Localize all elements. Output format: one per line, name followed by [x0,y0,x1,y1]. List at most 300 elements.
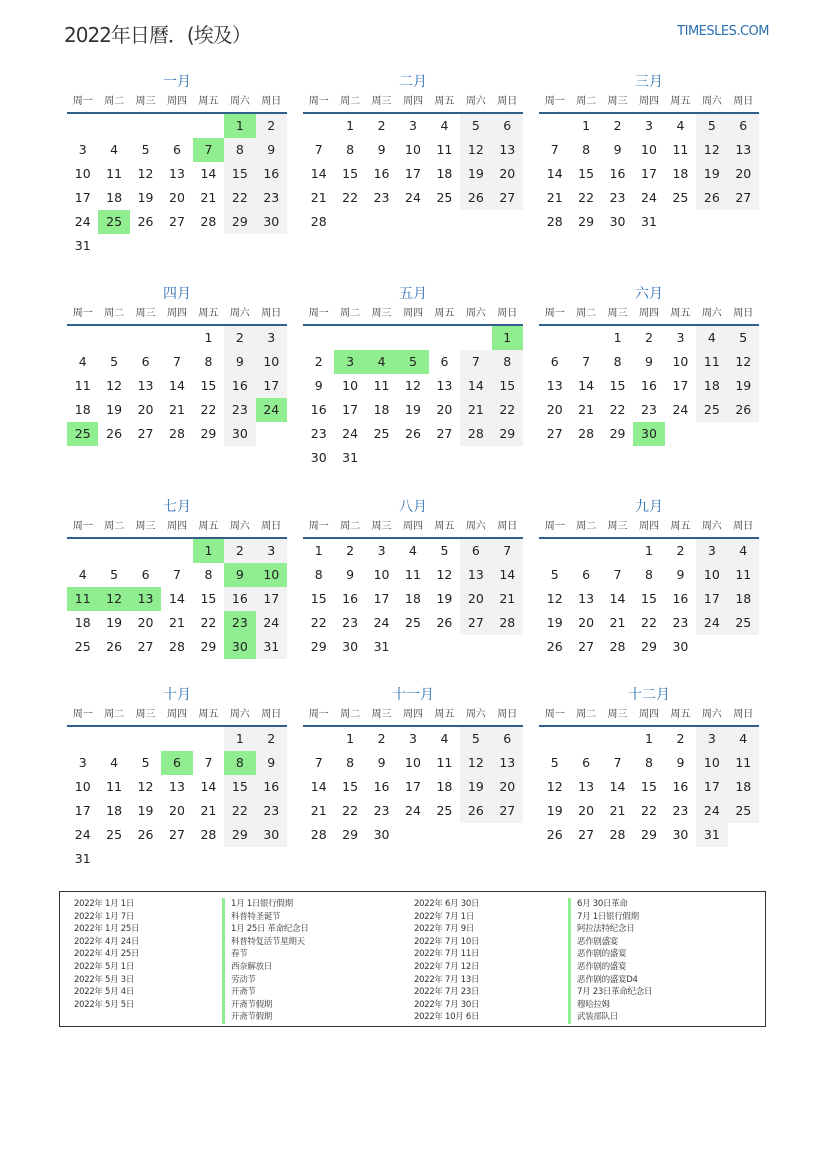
day-cell: 31 [74,238,91,253]
day-cell: 17 [256,587,287,611]
weekday-label: 周五 [670,96,691,107]
weekday-label: 周四 [638,521,659,532]
empty-cell [161,114,192,138]
day-cell: 30 [609,214,626,229]
day-cell: 8 [346,142,355,157]
day-cell: 14 [310,166,327,181]
day-cell: 14 [546,166,563,181]
day-cell: 6 [728,114,759,138]
day-cell: 13 [492,138,523,162]
day-cell: 25 [728,611,759,635]
empty-cell [130,539,161,563]
weekday-label: 周一 [308,308,329,319]
day-cell: 23 [310,426,327,441]
empty-cell [334,326,365,350]
day-cell: 30 [256,823,287,847]
day-cell: 4 [78,354,87,369]
weekday-header [539,705,759,727]
day-cell: 12 [405,378,421,393]
weekday-label: 周六 [465,709,486,720]
month-12 [539,685,759,847]
day-cell: 27 [460,611,491,635]
day-cell: 12 [436,567,453,582]
day-cell: 27 [436,426,453,441]
day-cell: 23 [256,186,287,210]
day-cell: 4 [409,543,417,558]
day-cell: 25 [436,803,453,818]
empty-cell [303,727,334,751]
month-2 [303,72,523,234]
legend-holiday-name: 恶作剧的盛宴D4 [568,974,652,987]
day-grid [67,539,287,659]
day-cell: 4 [110,755,119,770]
empty-cell [303,114,334,138]
day-cell: 24 [256,611,287,635]
day-cell: 6 [440,354,449,369]
day-cell: 17 [405,166,421,181]
weekday-label: 周五 [670,709,691,720]
day-cell: 2 [377,731,386,746]
day-cell: 6 [173,142,181,157]
day-cell: 22 [492,398,523,422]
day-cell: 18 [106,190,123,205]
day-cell: 6 [492,114,523,138]
day-cell: 16 [609,166,626,181]
day-cell: 1 [346,118,355,133]
day-cell: 17 [641,166,657,181]
day-cell: 5 [460,727,491,751]
day-cell: 1 [613,330,622,345]
day-cell: 21 [169,615,185,630]
holiday-day-cell: 9 [224,563,255,587]
day-cell: 18 [728,587,759,611]
day-cell: 17 [672,378,689,393]
day-cell: 3 [256,326,287,350]
weekday-label: 周日 [261,521,282,532]
day-cell: 5 [550,755,559,770]
day-cell: 2 [377,118,386,133]
day-cell: 10 [641,142,657,157]
empty-cell [570,539,601,563]
month-5 [303,284,523,470]
day-cell: 2 [676,543,685,558]
day-cell: 11 [436,755,453,770]
day-cell: 27 [578,827,595,842]
weekday-label: 周一 [72,521,93,532]
day-cell: 29 [578,214,595,229]
legend-date: 2022年 7月 1日 [414,911,475,922]
weekday-label: 周五 [434,521,455,532]
weekday-header [67,92,287,114]
day-cell: 13 [460,563,491,587]
day-cell: 1 [314,543,323,558]
day-cell: 23 [256,799,287,823]
holiday-day-cell: 23 [224,611,255,635]
day-cell: 27 [169,214,185,229]
day-grid [67,326,287,446]
day-cell: 25 [106,827,123,842]
day-cell: 2 [314,354,323,369]
legend-date: 2022年 5月 4日 [74,987,135,998]
weekday-label: 周六 [701,709,722,720]
day-cell: 12 [460,138,491,162]
day-cell: 6 [492,727,523,751]
weekday-label: 周四 [166,521,187,532]
weekday-label: 周日 [497,521,518,532]
day-cell: 5 [696,114,727,138]
day-cell: 31 [373,639,390,654]
day-cell: 18 [436,166,453,181]
day-cell: 9 [256,751,287,775]
day-cell: 18 [106,803,123,818]
empty-cell [67,114,98,138]
day-cell: 26 [728,398,759,422]
weekday-header [303,92,523,114]
day-cell: 30 [672,639,689,654]
legend-date: 2022年 7月 23日 [414,987,480,998]
day-cell: 11 [106,166,123,181]
day-cell: 23 [373,190,390,205]
day-cell: 31 [74,851,91,866]
month-name: 一月 [163,74,191,90]
weekday-header [539,304,759,326]
empty-cell [539,727,570,751]
day-cell: 7 [582,354,591,369]
day-cell: 16 [310,402,327,417]
day-cell: 22 [200,402,217,417]
day-cell: 6 [460,539,491,563]
day-cell: 5 [550,567,559,582]
weekday-label: 周一 [72,308,93,319]
legend-left-dates [74,898,139,1011]
day-cell: 2 [613,118,622,133]
day-cell: 20 [436,402,453,417]
legend-date: 2022年 7月 10日 [414,936,480,947]
weekday-label: 周六 [465,308,486,319]
day-cell: 25 [728,799,759,823]
legend-date: 2022年 7月 30日 [414,999,480,1010]
day-cell: 15 [492,374,523,398]
holiday-day-cell: 30 [633,422,664,446]
day-cell: 23 [672,615,689,630]
month-4 [67,284,287,446]
day-cell: 14 [310,779,327,794]
weekday-label: 周四 [638,96,659,107]
weekday-label: 周四 [166,308,187,319]
day-cell: 20 [169,803,185,818]
day-cell: 29 [200,426,217,441]
day-cell: 8 [645,755,653,770]
weekday-label: 周六 [229,709,250,720]
day-cell: 26 [137,214,154,229]
day-cell: 28 [609,639,626,654]
holiday-day-cell: 6 [161,751,192,775]
day-cell: 2 [224,539,255,563]
day-cell: 5 [460,114,491,138]
day-cell: 13 [728,138,759,162]
day-cell: 15 [342,779,359,794]
day-cell: 10 [405,142,421,157]
day-cell: 29 [310,639,327,654]
day-cell: 19 [137,803,154,818]
day-cell: 15 [310,591,327,606]
weekday-header [303,705,523,727]
day-cell: 19 [405,402,421,417]
day-cell: 16 [373,779,390,794]
day-cell: 3 [696,727,727,751]
empty-cell [602,539,633,563]
weekday-label: 周二 [576,709,597,720]
day-cell: 22 [224,186,255,210]
day-cell: 28 [546,214,563,229]
day-cell: 9 [224,350,255,374]
weekday-label: 周六 [229,521,250,532]
weekday-label: 周四 [402,308,423,319]
day-cell: 10 [405,755,421,770]
day-cell: 14 [492,563,523,587]
day-cell: 14 [460,374,491,398]
weekday-label: 周二 [104,521,125,532]
day-cell: 21 [546,190,563,205]
empty-cell [397,326,428,350]
day-cell: 4 [728,539,759,563]
legend-holiday-name: 阿拉法特纪念日 [568,923,652,936]
day-cell: 3 [78,755,87,770]
month-7 [67,497,287,659]
day-cell: 30 [256,210,287,234]
weekday-label: 周三 [607,308,628,319]
day-grid [539,539,759,659]
day-cell: 31 [256,635,287,659]
month-8 [303,497,523,659]
weekday-label: 周二 [576,521,597,532]
day-cell: 15 [200,591,217,606]
day-cell: 28 [200,827,217,842]
legend-holiday-name: 穆哈拉姆 [568,999,652,1012]
day-cell: 19 [137,190,154,205]
day-cell: 25 [74,639,91,654]
weekday-label: 周五 [670,521,691,532]
day-cell: 26 [106,426,123,441]
day-cell: 27 [137,426,154,441]
day-cell: 22 [578,190,595,205]
day-cell: 21 [200,803,217,818]
weekday-label: 周四 [166,96,187,107]
day-cell: 14 [169,378,185,393]
day-cell: 24 [74,214,91,229]
day-cell: 7 [492,539,523,563]
weekday-label: 周五 [198,521,219,532]
day-cell: 16 [256,775,287,799]
day-grid [539,727,759,847]
day-cell: 27 [492,799,523,823]
day-cell: 6 [141,354,150,369]
day-cell: 13 [492,751,523,775]
day-cell: 13 [137,378,154,393]
day-cell: 28 [578,426,595,441]
legend-holiday-name: 科普特复活节星期天 [222,936,309,949]
empty-cell [602,727,633,751]
day-cell: 4 [78,567,87,582]
day-grid [303,326,523,470]
day-cell: 18 [74,402,91,417]
day-cell: 22 [342,803,359,818]
month-1 [67,72,287,258]
day-cell: 17 [373,591,390,606]
legend-date: 2022年 4月 24日 [74,936,140,947]
day-cell: 7 [173,567,181,582]
day-cell: 19 [460,775,491,799]
weekday-label: 周五 [434,709,455,720]
legend-date: 2022年 5月 1日 [74,961,135,972]
day-cell: 12 [546,779,563,794]
day-cell: 5 [110,354,119,369]
day-cell: 14 [609,591,626,606]
day-cell: 26 [696,186,727,210]
weekday-label: 周日 [733,709,754,720]
holiday-day-cell: 24 [256,398,287,422]
day-cell: 26 [137,827,154,842]
day-cell: 7 [613,567,622,582]
empty-cell [67,326,98,350]
weekday-label: 周五 [434,96,455,107]
month-name: 五月 [399,286,427,302]
day-cell: 27 [492,186,523,210]
day-cell: 28 [460,422,491,446]
day-cell: 1 [346,731,355,746]
day-cell: 23 [373,803,390,818]
day-cell: 9 [314,378,323,393]
day-cell: 21 [460,398,491,422]
day-cell: 12 [460,751,491,775]
day-cell: 14 [578,378,595,393]
day-cell: 20 [728,162,759,186]
empty-cell [161,539,192,563]
day-cell: 29 [609,426,626,441]
holiday-day-cell: 8 [224,751,255,775]
legend-date: 2022年 4月 25日 [74,949,140,960]
day-cell: 1 [645,731,653,746]
legend-holiday-name: 1月 1日银行假期 [222,898,309,911]
day-cell: 17 [405,779,421,794]
weekday-label: 周六 [701,96,722,107]
day-cell: 26 [546,827,563,842]
legend-date: 2022年 5月 5日 [74,999,135,1010]
month-11 [303,685,523,847]
day-cell: 19 [546,803,563,818]
day-cell: 24 [74,827,91,842]
weekday-header [303,304,523,326]
day-cell: 26 [546,639,563,654]
weekday-label: 周一 [544,96,565,107]
day-cell: 18 [373,402,390,417]
day-cell: 10 [342,378,359,393]
weekday-label: 周二 [340,96,361,107]
day-cell: 7 [613,755,622,770]
weekday-label: 周五 [198,308,219,319]
month-name: 六月 [635,286,663,302]
empty-cell [161,727,192,751]
holiday-day-cell: 7 [193,138,224,162]
weekday-label: 周日 [497,96,518,107]
day-cell: 25 [696,398,727,422]
month-name: 四月 [163,286,191,302]
weekday-label: 周一 [308,96,329,107]
day-cell: 13 [546,378,563,393]
day-cell: 16 [672,591,689,606]
day-cell: 17 [696,587,727,611]
day-cell: 9 [377,142,386,157]
day-cell: 31 [696,823,727,847]
weekday-label: 周三 [371,521,392,532]
empty-cell [460,326,491,350]
day-cell: 7 [460,350,491,374]
day-cell: 12 [137,166,154,181]
day-cell: 7 [314,755,323,770]
empty-cell [570,326,601,350]
empty-cell [539,114,570,138]
day-cell: 4 [440,731,449,746]
day-cell: 10 [696,751,727,775]
weekday-label: 周五 [198,96,219,107]
weekday-label: 周日 [497,709,518,720]
day-grid [539,326,759,446]
day-cell: 10 [256,350,287,374]
empty-cell [303,326,334,350]
day-cell: 30 [672,827,689,842]
day-cell: 20 [169,190,185,205]
empty-cell [130,727,161,751]
day-cell: 8 [204,567,213,582]
day-cell: 30 [310,450,327,465]
legend-holiday-name: 开斋节假期 [222,999,309,1012]
day-cell: 25 [436,190,453,205]
day-cell: 3 [409,731,417,746]
weekday-label: 周一 [72,709,93,720]
empty-cell [429,326,460,350]
day-cell: 19 [106,402,123,417]
day-cell: 11 [696,350,727,374]
weekday-label: 周二 [104,709,125,720]
day-cell: 21 [169,402,185,417]
day-cell: 20 [546,402,563,417]
legend-holiday-name: 劳动节 [222,974,309,987]
day-cell: 28 [169,639,185,654]
day-cell: 13 [436,378,453,393]
day-cell: 2 [224,326,255,350]
day-cell: 9 [645,354,653,369]
weekday-label: 周日 [261,308,282,319]
day-cell: 21 [200,190,217,205]
day-cell: 11 [728,751,759,775]
legend-holiday-name: 开斋节 [222,986,309,999]
day-cell: 9 [256,138,287,162]
legend-date: 2022年 7月 13日 [414,974,480,985]
day-cell: 11 [74,378,91,393]
day-cell: 15 [224,162,255,186]
day-cell: 16 [641,378,657,393]
site-name[interactable]: TIMESLES.COM [677,24,769,39]
legend-right-names [568,898,652,1024]
day-cell: 16 [342,591,359,606]
day-cell: 18 [74,615,91,630]
day-cell: 10 [74,166,91,181]
day-cell: 7 [173,354,181,369]
weekday-label: 周四 [638,308,659,319]
holiday-day-cell: 10 [256,563,287,587]
empty-cell [539,326,570,350]
day-grid [67,114,287,258]
